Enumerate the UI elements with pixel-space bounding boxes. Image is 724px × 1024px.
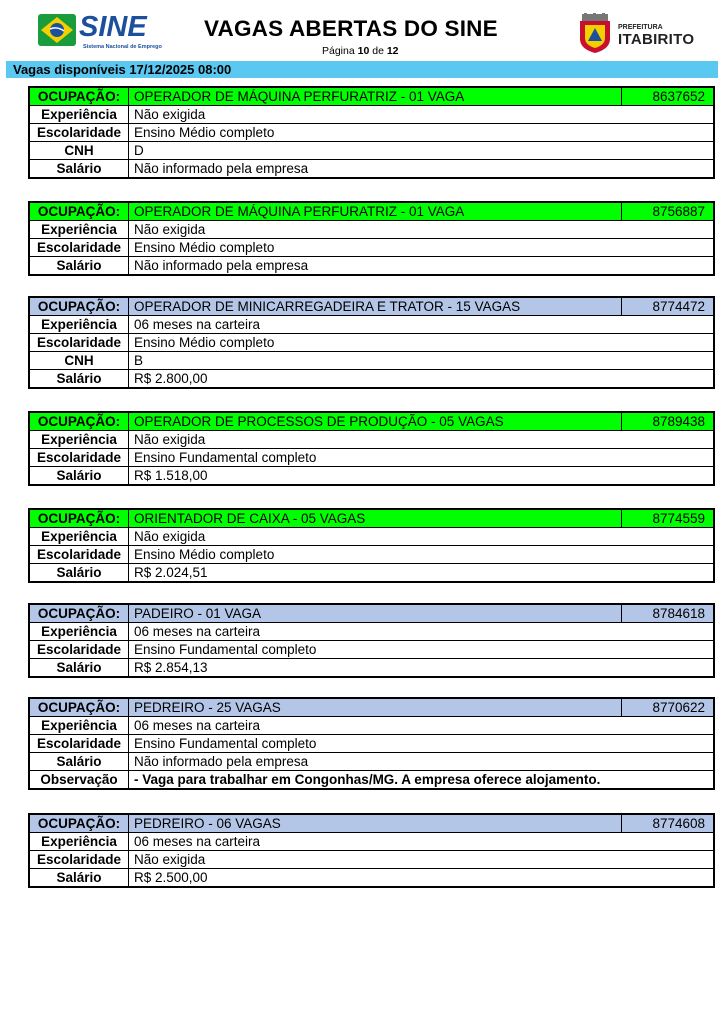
salary-label: Salário [29,753,129,771]
job-card [28,86,715,179]
education-value: Ensino Fundamental completo [129,641,715,659]
experience-label: Experiência [29,431,129,449]
sine-tagline: Sistema Nacional de Emprego [83,44,162,50]
occupation-title: ORIENTADOR DE CAIXA - 05 VAGAS [129,509,622,528]
job-code: 8774608 [622,814,715,833]
education-label: Escolaridade [29,449,129,467]
job-code: 8637652 [622,87,715,106]
education-value: Ensino Fundamental completo [129,449,715,467]
education-value: Ensino Médio completo [129,334,715,352]
occupation-label: OCUPAÇÃO: [29,297,129,316]
experience-label: Experiência [29,717,129,735]
occupation-title: OPERADOR DE MINICARREGADEIRA E TRATOR - 15 VAGAS [129,297,622,316]
education-row [29,124,714,142]
occupation-row [29,814,714,833]
job-code: 8756887 [622,202,715,221]
page-total: 12 [386,45,399,57]
occupation-label: OCUPAÇÃO: [29,698,129,717]
page-indicator [322,45,399,57]
brazil-flag-icon [38,12,78,48]
page-current: 10 [357,45,370,57]
salary-row [29,467,714,486]
salary-value: Não informado pela empresa [129,160,715,179]
salary-value: R$ 1.518,00 [129,467,715,486]
salary-value: R$ 2.500,00 [129,869,715,888]
experience-label: Experiência [29,528,129,546]
salary-value: R$ 2.854,13 [129,659,715,678]
job-code: 8784618 [622,604,715,623]
experience-label: Experiência [29,221,129,239]
cnh-value: D [129,142,715,160]
job-card [28,411,715,486]
occupation-label: OCUPAÇÃO: [29,87,129,106]
experience-value: 06 meses na carteira [129,316,715,334]
education-row [29,239,714,257]
job-card [28,508,715,583]
experience-row [29,528,714,546]
experience-row [29,431,714,449]
occupation-title: OPERADOR DE MÁQUINA PERFURATRIZ - 01 VAGA [129,87,622,106]
availability-bar [6,61,718,78]
occupation-row [29,297,714,316]
job-code: 8789438 [622,412,715,431]
salary-row [29,257,714,276]
page-prefix: Página [322,45,355,57]
education-label: Escolaridade [29,546,129,564]
job-code: 8774559 [622,509,715,528]
experience-value: Não exigida [129,106,715,124]
salary-row [29,370,714,389]
occupation-label: OCUPAÇÃO: [29,509,129,528]
salary-row [29,659,714,678]
salary-label: Salário [29,659,129,678]
job-card [28,603,715,678]
sine-wordmark: SINE [79,11,147,43]
education-value: Não exigida [129,851,715,869]
experience-value: Não exigida [129,528,715,546]
education-label: Escolaridade [29,334,129,352]
experience-label: Experiência [29,106,129,124]
experience-value: Não exigida [129,431,715,449]
city-crest-icon [576,13,614,53]
education-row [29,641,714,659]
observation-row [29,771,714,790]
experience-label: Experiência [29,623,129,641]
occupation-title: PADEIRO - 01 VAGA [129,604,622,623]
occupation-label: OCUPAÇÃO: [29,412,129,431]
page-header [0,0,724,60]
salary-row [29,753,714,771]
cnh-label: CNH [29,352,129,370]
education-row [29,449,714,467]
job-code: 8770622 [622,698,715,717]
education-value: Ensino Médio completo [129,124,715,142]
cnh-row [29,142,714,160]
salary-label: Salário [29,564,129,583]
education-label: Escolaridade [29,641,129,659]
itabirito-logo [576,13,696,55]
sine-logo [38,12,162,52]
occupation-label: OCUPAÇÃO: [29,814,129,833]
job-card [28,201,715,276]
occupation-title: OPERADOR DE MÁQUINA PERFURATRIZ - 01 VAGA [129,202,622,221]
experience-label: Experiência [29,316,129,334]
observation-label: Observação [29,771,129,790]
experience-row [29,221,714,239]
occupation-row [29,412,714,431]
occupation-title: PEDREIRO - 06 VAGAS [129,814,622,833]
occupation-title: PEDREIRO - 25 VAGAS [129,698,622,717]
salary-value: R$ 2.800,00 [129,370,715,389]
salary-value: Não informado pela empresa [129,753,715,771]
education-row [29,851,714,869]
availability-text: Vagas disponíveis 17/12/2025 08:00 [13,62,232,77]
experience-value: 06 meses na carteira [129,833,715,851]
experience-row [29,623,714,641]
education-value: Ensino Fundamental completo [129,735,715,753]
salary-label: Salário [29,370,129,389]
job-card [28,813,715,888]
experience-row [29,316,714,334]
occupation-label: OCUPAÇÃO: [29,604,129,623]
experience-value: Não exigida [129,221,715,239]
salary-value: R$ 2.024,51 [129,564,715,583]
experience-row [29,106,714,124]
experience-row [29,717,714,735]
occupation-label: OCUPAÇÃO: [29,202,129,221]
salary-label: Salário [29,257,129,276]
education-value: Ensino Médio completo [129,546,715,564]
occupation-row [29,202,714,221]
salary-row [29,564,714,583]
experience-value: 06 meses na carteira [129,623,715,641]
salary-label: Salário [29,869,129,888]
salary-value: Não informado pela empresa [129,257,715,276]
job-code: 8774472 [622,297,715,316]
experience-value: 06 meses na carteira [129,717,715,735]
occupation-row [29,87,714,106]
experience-row [29,833,714,851]
education-label: Escolaridade [29,239,129,257]
cnh-label: CNH [29,142,129,160]
city-name: ITABIRITO [618,31,695,48]
prefeitura-label: PREFEITURA [618,24,663,31]
salary-row [29,869,714,888]
page-sep: de [372,45,384,57]
education-label: Escolaridade [29,851,129,869]
salary-label: Salário [29,160,129,179]
occupation-row [29,604,714,623]
education-row [29,546,714,564]
education-label: Escolaridade [29,735,129,753]
cnh-value: B [129,352,715,370]
job-card [28,296,715,389]
job-card [28,697,715,790]
salary-row [29,160,714,179]
page-title: VAGAS ABERTAS DO SINE [204,16,498,41]
salary-label: Salário [29,467,129,486]
occupation-title: OPERADOR DE PROCESSOS DE PRODUÇÃO - 05 VAGAS [129,412,622,431]
occupation-row [29,509,714,528]
observation-value: - Vaga para trabalhar em Congonhas/MG. A empresa oferece alojamento. [129,771,715,790]
education-row [29,735,714,753]
education-value: Ensino Médio completo [129,239,715,257]
cnh-row [29,352,714,370]
occupation-row [29,698,714,717]
experience-label: Experiência [29,833,129,851]
education-label: Escolaridade [29,124,129,142]
education-row [29,334,714,352]
